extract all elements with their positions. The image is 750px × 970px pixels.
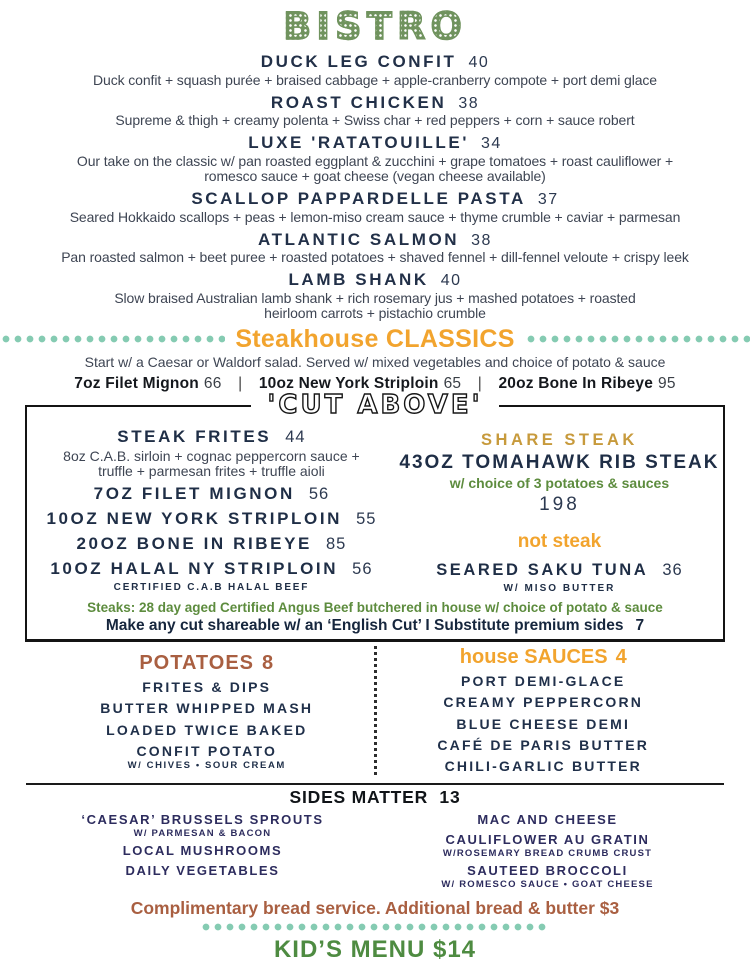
steakhouse-subtitle: Start w/ a Caesar or Waldorf salad. Served w/ mixed vegetables and choice of potato & sauce bbox=[84, 353, 666, 370]
kids-menu-title: KID’S MENU $14 bbox=[273, 935, 477, 963]
cut-above-right-column bbox=[396, 422, 723, 594]
list-item: CAFÉ DE PARIS BUTTER bbox=[437, 737, 650, 754]
share-steak-note: w/ choice of 3 potatoes & sauces bbox=[449, 474, 670, 491]
menu-item bbox=[0, 271, 750, 321]
not-steak-label: not steak bbox=[517, 530, 602, 552]
item-name: 20OZ BONE IN RIBEYE bbox=[76, 533, 312, 553]
item-description: Duck confit + squash purée + braised cabbage + apple-cranberry compote + port demi glace bbox=[93, 71, 657, 88]
list-item: CHILI-GARLIC BUTTER bbox=[444, 758, 642, 775]
menu-item bbox=[0, 231, 750, 266]
item-price: 40 bbox=[440, 272, 462, 290]
cut-above-left-column bbox=[27, 422, 396, 594]
menu-item bbox=[0, 53, 750, 88]
sides-section bbox=[30, 808, 720, 890]
list-item: MAC AND CHEESE bbox=[477, 811, 618, 827]
item-title bbox=[0, 190, 750, 209]
steakhouse-classics-header bbox=[0, 324, 750, 353]
cut-above-box bbox=[25, 389, 725, 642]
item-price: 37 bbox=[537, 190, 559, 208]
list-item: DAILY VEGETABLES bbox=[125, 862, 280, 878]
list-item: BLUE CHEESE DEMI bbox=[456, 715, 631, 732]
item-price: 38 bbox=[458, 94, 480, 112]
quick-item-price: 65 bbox=[443, 374, 462, 392]
item-name: ROAST CHICKEN bbox=[270, 92, 447, 112]
list-item: ‘CAESAR’ BRUSSELS SPROUTS bbox=[81, 811, 324, 827]
horizontal-rule bbox=[26, 783, 724, 785]
item-description: Slow braised Australian lamb shank + rich rosemary jus + mashed potatoes + roasted heirloom carrots + pistachio crumble bbox=[114, 289, 636, 321]
sauces-price: 4 bbox=[615, 645, 627, 668]
item-price: 55 bbox=[356, 509, 377, 528]
item-name: SEARED SAKU TUNA bbox=[436, 560, 649, 579]
halal-note: CERTIFIED C.A.B HALAL BEEF bbox=[113, 581, 310, 593]
item-price: 34 bbox=[481, 135, 502, 153]
english-cut-note: Make any cut shareable w/ an ‘English Cut’ I Substitute premium sides 7 bbox=[105, 616, 645, 634]
item-title bbox=[27, 559, 396, 579]
header bbox=[0, 5, 750, 48]
potatoes-title: POTATOES 8 bbox=[139, 651, 275, 674]
sides-right-column bbox=[375, 808, 720, 890]
bread-service-note: Complimentary bread service. Additional bread & butter $3 bbox=[130, 897, 620, 918]
quick-item-price: 66 bbox=[203, 374, 222, 392]
item-title bbox=[27, 427, 396, 447]
quick-item-name: 7oz Filet Mignon bbox=[74, 374, 199, 392]
item-name: SCALLOP PAPPARDELLE PASTA bbox=[191, 188, 526, 208]
bistro-logo: BISTRO bbox=[283, 5, 467, 48]
share-steak-label: SHARE STEAK bbox=[481, 430, 638, 449]
item-price: 56 bbox=[352, 559, 373, 578]
item-price: 40 bbox=[468, 54, 490, 71]
list-item-note: W/ ROMESCO SAUCE • GOAT CHEESE bbox=[441, 878, 654, 890]
share-steak-price: 198 bbox=[539, 493, 580, 515]
item-price: 36 bbox=[662, 560, 683, 579]
confit-potato-note: W/ CHIVES • SOUR CREAM bbox=[127, 760, 286, 772]
sides-left-column bbox=[30, 808, 375, 890]
item-price: 38 bbox=[471, 231, 492, 249]
item-title bbox=[0, 271, 750, 290]
item-name: 10OZ NEW YORK STRIPLOIN bbox=[46, 508, 343, 528]
list-item-note: W/ PARMESAN & BACON bbox=[133, 827, 272, 839]
potatoes-sauces-section bbox=[40, 646, 710, 775]
sauces-title: house SAUCES 4 bbox=[459, 645, 627, 668]
item-name: LUXE 'RATATOUILLE' bbox=[248, 133, 469, 153]
steakhouse-classics-title: Steakhouse CLASSICS bbox=[235, 324, 515, 353]
item-name: LAMB SHANK bbox=[288, 270, 429, 290]
teal-dots-right bbox=[525, 334, 750, 344]
item-name: ATLANTIC SALMON bbox=[258, 229, 460, 249]
item-name: 10OZ HALAL NY STRIPLOIN bbox=[50, 558, 339, 578]
item-title bbox=[0, 94, 750, 113]
cut-above-title-wrap bbox=[27, 389, 723, 420]
item-title bbox=[27, 534, 396, 554]
item-name: DUCK LEG CONFIT bbox=[260, 52, 457, 71]
item-price: 44 bbox=[285, 427, 306, 446]
list-item-note: W/ROSEMARY BREAD CRUMB CRUST bbox=[442, 847, 653, 859]
cut-above-title: 'CUT ABOVE' bbox=[251, 392, 498, 418]
list-item: PORT DEMI-GLACE bbox=[461, 672, 626, 689]
quick-item-name: 20oz Bone In Ribeye bbox=[498, 374, 654, 392]
teal-dots-left bbox=[0, 334, 225, 344]
list-item: CAULIFLOWER AU GRATIN bbox=[445, 831, 650, 847]
bistro-section bbox=[0, 53, 750, 321]
potatoes-price: 8 bbox=[262, 651, 275, 674]
item-title bbox=[0, 134, 750, 153]
separator: | bbox=[238, 374, 243, 392]
item-description: Pan roasted salmon + beet puree + roasted potatoes + shaved fennel + dill-fennel veloute + crispy leek bbox=[61, 249, 689, 266]
separator: | bbox=[477, 374, 482, 392]
sides-matter-title: SIDES MATTER 13 bbox=[289, 786, 461, 807]
quick-item-price: 95 bbox=[658, 374, 676, 392]
item-name: STEAK FRITES bbox=[117, 426, 272, 446]
list-item: CONFIT POTATO bbox=[136, 743, 278, 760]
list-item: BUTTER WHIPPED MASH bbox=[100, 700, 314, 717]
english-cut-price: 7 bbox=[635, 616, 645, 634]
steaks-aging-note: Steaks: 28 day aged Certified Angus Beef butchered in house w/ choice of potato & sauce bbox=[87, 599, 663, 615]
menu-item bbox=[0, 190, 750, 225]
miso-butter-note: W/ MISO BUTTER bbox=[503, 582, 616, 594]
teal-dots-bottom bbox=[200, 922, 550, 932]
item-title bbox=[396, 561, 723, 580]
list-item: SAUTEED BROCCOLI bbox=[467, 862, 628, 878]
item-title bbox=[0, 53, 750, 72]
share-steak-name: 43OZ TOMAHAWK RIB STEAK bbox=[399, 451, 720, 473]
quick-item-name: 10oz New York Striploin bbox=[258, 374, 439, 392]
item-description: Seared Hokkaido scallops + peas + lemon-miso cream sauce + thyme crumble + caviar + parmesan bbox=[69, 208, 681, 225]
item-title bbox=[27, 509, 396, 529]
item-description: 8oz C.A.B. sirloin + cognac peppercorn sauce + truffle + parmesan frites + truffle aioli bbox=[63, 447, 360, 479]
sauces-column bbox=[377, 646, 711, 775]
item-name: 7OZ FILET MIGNON bbox=[93, 483, 295, 503]
list-item: LOCAL MUSHROOMS bbox=[122, 842, 283, 858]
item-title bbox=[0, 231, 750, 250]
sides-price: 13 bbox=[439, 786, 461, 807]
list-item: CREAMY PEPPERCORN bbox=[443, 694, 644, 711]
item-description: Supreme & thigh + creamy polenta + Swiss char + red peppers + corn + sauce robert bbox=[115, 112, 635, 129]
potatoes-column bbox=[40, 646, 374, 775]
item-description: Our take on the classic w/ pan roasted eggplant & zucchini + grape tomatoes + roast cauliflower + romesco sauce + goat cheese (vegan cheese available) bbox=[76, 153, 674, 184]
menu-item bbox=[0, 94, 750, 129]
item-title bbox=[27, 484, 396, 504]
item-price: 85 bbox=[326, 534, 347, 553]
list-item: LOADED TWICE BAKED bbox=[106, 721, 308, 738]
list-item: FRITES & DIPS bbox=[142, 678, 272, 695]
menu-item bbox=[0, 134, 750, 184]
item-price: 56 bbox=[308, 484, 330, 503]
